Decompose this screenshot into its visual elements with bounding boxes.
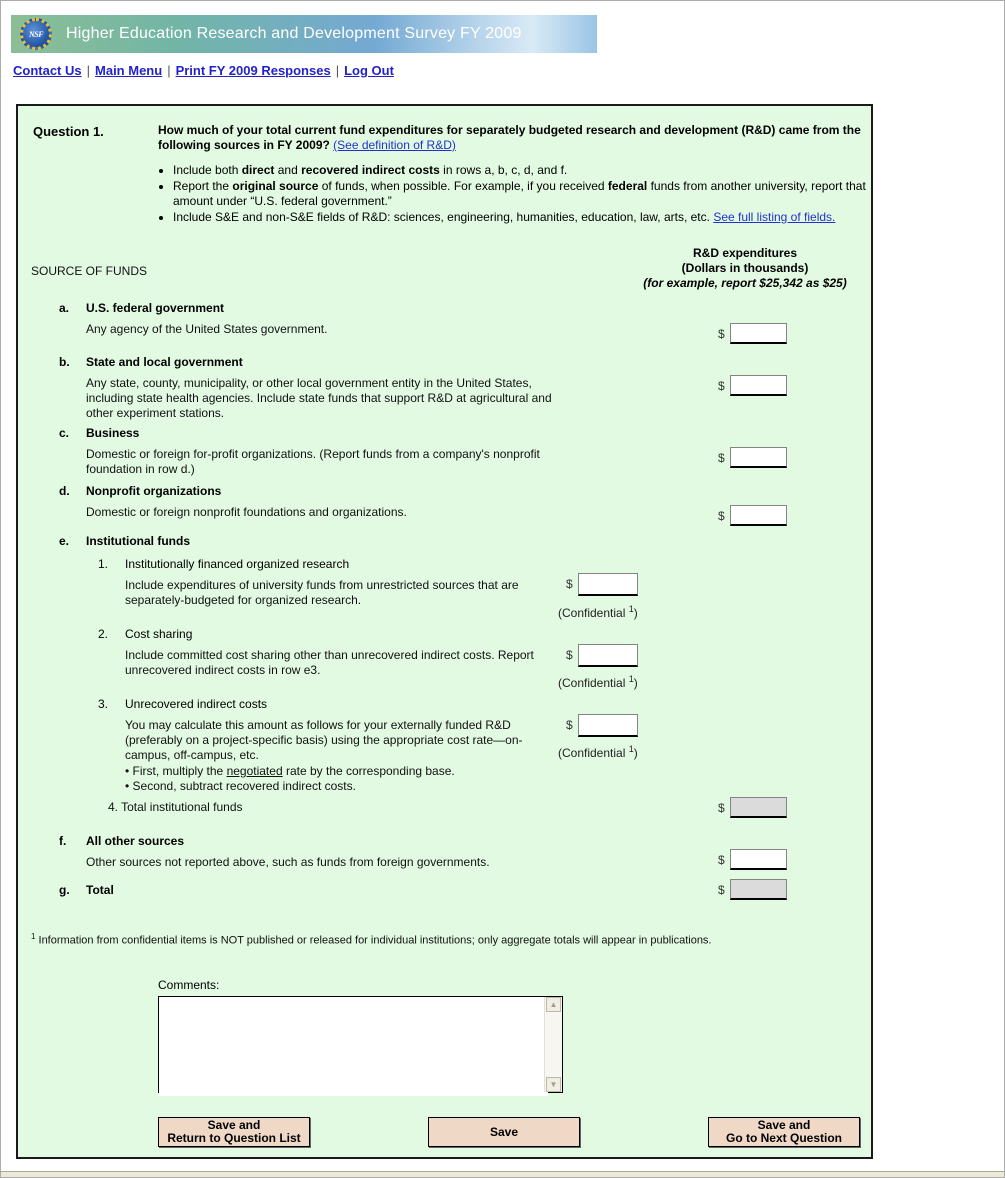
row-d-amount-input[interactable] [730, 505, 787, 526]
row-c-amount-input[interactable] [730, 447, 787, 468]
row-d-amount [718, 505, 787, 526]
row-f-title: All other sources [86, 834, 185, 848]
row-e3-description: You may calculate this amount as follows for your externally funded R&D (preferably on a project-specific basis) using the appropriate cost rate—on-campus, off-campus, etc. [125, 718, 523, 762]
confidential-text: ) [633, 606, 638, 620]
row-a-letter: a. [59, 301, 70, 315]
row-e-letter: e. [59, 534, 70, 548]
row-e1-number: 1. [98, 557, 109, 571]
question-text: How much of your total current fund expenditures for separately budgeted research and development (R&D) came from the following sources in FY 2009? (See definition of R&D) [158, 123, 861, 152]
row-f-amount-input[interactable] [730, 849, 787, 870]
dollar-sign: $ [718, 509, 725, 523]
row-a-amount [718, 323, 787, 344]
row-e4-label: 4. Total institutional funds [108, 800, 243, 814]
row-e2-description: Include committed cost sharing other than unrecovered indirect costs. Report unrecovered indirect costs in row e3. [125, 648, 534, 677]
instruction-bullet: • Include S&E and non-S&E fields of R&D: sciences, engineering, humanities, education, law, arts, etc. See full listing of fields. [173, 210, 891, 225]
column-header-line2: (Dollars in thousands) [681, 261, 809, 275]
button-label-line: Save and [757, 1118, 811, 1132]
row-e3-step2: • Second, subtract recovered indirect costs. [125, 779, 356, 793]
row-g-title: Total [86, 883, 114, 897]
row-b-amount-input[interactable] [730, 375, 787, 396]
row-a-description: Any agency of the United States government. [86, 322, 328, 336]
nsf-logo-icon [20, 18, 52, 50]
nsf-logo-text: NSF [28, 29, 44, 39]
row-e-title: Institutional funds [86, 534, 190, 548]
row-e3-amount [566, 714, 638, 737]
inline-link[interactable]: See full listing of fields. [713, 210, 836, 224]
button-label-line: Go to Next Question [725, 1131, 842, 1145]
row-e1-confidential-note [558, 604, 638, 620]
dollar-sign: $ [718, 883, 725, 897]
nav-separator: | [335, 63, 340, 78]
scroll-down-icon[interactable]: ▼ [546, 1077, 561, 1092]
confidential-footnote-ref: 1 [628, 744, 634, 754]
row-b-amount [718, 375, 787, 396]
nav-main-menu[interactable]: Main Menu [95, 63, 163, 78]
row-g-letter: g. [59, 883, 70, 897]
instruction-bullet: • Report the original source of funds, when possible. For example, if you received federal funds from another university, report that amount under “U.S. federal government.” [173, 179, 891, 209]
row-c-letter: c. [59, 426, 70, 440]
dollar-sign: $ [566, 718, 573, 732]
row-b-title: State and local government [86, 355, 243, 369]
banner [11, 15, 597, 53]
row-f-letter: f. [59, 834, 67, 848]
comments-scrollbar[interactable] [544, 997, 562, 1092]
row-e1-amount-input[interactable] [578, 573, 638, 596]
button-label-line: Save [489, 1124, 519, 1139]
row-e4-amount [718, 797, 787, 818]
row-g-amount [718, 879, 787, 900]
dollar-sign: $ [718, 853, 725, 867]
row-a-title: U.S. federal government [86, 301, 225, 315]
confidential-footnote-ref: 1 [628, 674, 634, 684]
question-label: Question 1. [33, 124, 104, 139]
footnote-number: 1 [31, 932, 36, 941]
button-label-line: Save and [207, 1118, 261, 1132]
row-e3-confidential-note [558, 744, 638, 760]
row-e2-number: 2. [98, 627, 109, 641]
question-instructions [158, 163, 891, 226]
window-status-strip [1, 1171, 1004, 1178]
comments-label: Comments: [158, 978, 220, 992]
confidential-text: ) [633, 676, 638, 690]
row-e2-amount-input[interactable] [578, 644, 638, 667]
row-f-description: Other sources not reported above, such as funds from foreign governments. [86, 855, 490, 869]
row-e3-title: Unrecovered indirect costs [125, 697, 268, 711]
confidential-footnote-ref: 1 [628, 604, 634, 614]
comments-textarea[interactable] [159, 997, 548, 1096]
dollar-sign: $ [718, 327, 725, 341]
inline-link[interactable]: (See definition of R&D) [333, 138, 456, 152]
button-label-line: Return to Question List [167, 1131, 301, 1145]
row-e3-step1: • First, multiply the negotiated rate by the corresponding base. [125, 764, 455, 778]
row-a-amount-input[interactable] [730, 323, 787, 344]
row-b-description: Any state, county, municipality, or other local government entity in the United States, including state health agencies. Include state funds that support R&D at agricultural and other experiment stations. [86, 376, 552, 420]
column-header-example: (for example, report $25,342 as $25) [643, 276, 847, 290]
dollar-sign: $ [718, 801, 725, 815]
nav-print-responses[interactable]: Print FY 2009 Responses [175, 63, 331, 78]
nav-log-out[interactable]: Log Out [344, 63, 394, 78]
row-c-description: Domestic or foreign for-profit organizations. (Report funds from a company's nonprofit foundation in row d.) [86, 447, 540, 476]
row-e2-amount [566, 644, 638, 667]
row-e4-total-readonly [730, 797, 787, 818]
row-f-amount [718, 849, 787, 870]
column-header-line1: R&D expenditures [692, 246, 798, 260]
row-d-letter: d. [59, 484, 70, 498]
nav-contact-us[interactable]: Contact Us [13, 63, 82, 78]
save-button[interactable] [428, 1117, 580, 1147]
row-e2-confidential-note [558, 674, 638, 690]
confidential-footnote [31, 932, 871, 947]
row-d-title: Nonprofit organizations [86, 484, 222, 498]
confidential-text: (Confidential [558, 746, 629, 760]
row-b-letter: b. [59, 355, 70, 369]
scroll-up-icon[interactable]: ▲ [546, 997, 561, 1012]
row-e1-title: Institutionally financed organized research [125, 557, 350, 571]
instruction-bullet: • Include both direct and recovered indirect costs in rows a, b, c, d, and f. [173, 163, 891, 178]
expenditures-column-header [616, 246, 874, 291]
row-e1-amount [566, 573, 638, 596]
dollar-sign: $ [566, 648, 573, 662]
footnote-text: Information from confidential items is NOT published or released for individual institutions; only aggregate totals will appear in publications. [35, 934, 712, 947]
confidential-text: (Confidential [558, 676, 629, 690]
row-e1-description: Include expenditures of university funds from unrestricted sources that are separately-budgeted for organized research. [125, 578, 519, 607]
save-return-button[interactable] [158, 1117, 310, 1147]
row-e2-title: Cost sharing [125, 627, 193, 641]
row-e3-number: 3. [98, 697, 109, 711]
dollar-sign: $ [718, 451, 725, 465]
nav-separator: | [167, 63, 171, 78]
row-c-title: Business [86, 426, 140, 440]
dollar-sign: $ [718, 379, 725, 393]
nav-separator: | [86, 63, 91, 78]
row-c-amount [718, 447, 787, 468]
source-of-funds-header: SOURCE OF FUNDS [31, 264, 148, 278]
confidential-text: (Confidential [558, 606, 629, 620]
top-nav [13, 63, 394, 78]
confidential-text: ) [633, 746, 638, 760]
save-next-button[interactable] [708, 1117, 860, 1147]
row-d-description: Domestic or foreign nonprofit foundations and organizations. [86, 505, 407, 519]
question-form [16, 104, 873, 1159]
row-g-total-readonly [730, 879, 787, 900]
dollar-sign: $ [566, 577, 573, 591]
page-title: Higher Education Research and Development Survey FY 2009 [66, 25, 522, 42]
row-e3-amount-input[interactable] [578, 714, 638, 737]
comments-box [158, 996, 563, 1093]
